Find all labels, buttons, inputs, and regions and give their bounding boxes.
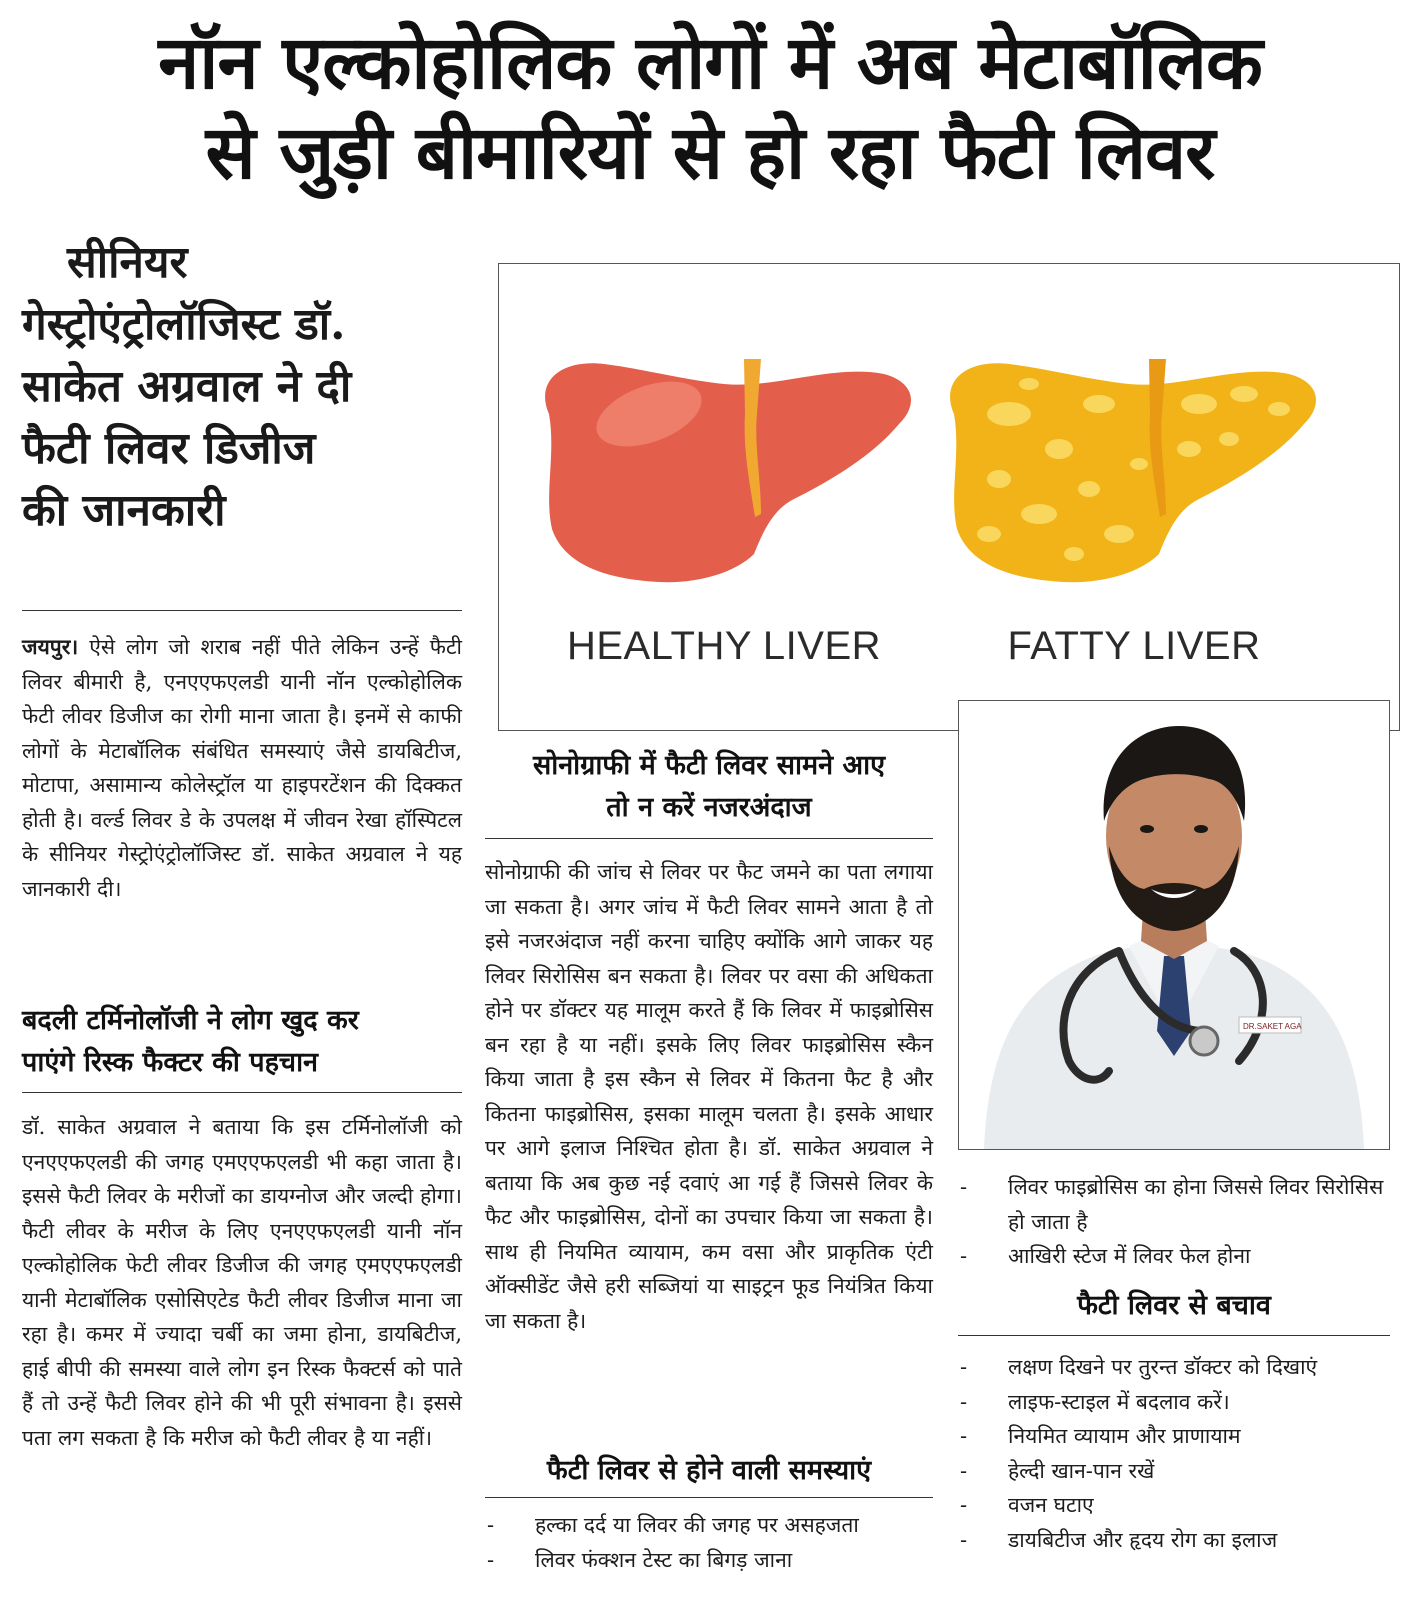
bullet-dash: - [960,1244,968,1268]
dateline: जयपुर। [22,634,79,659]
problem-item [958,1239,1390,1274]
section2-paragraph: सोनोग्राफी की जांच से लिवर पर फैट जमने का पता लगाया जा सकता है। अगर जांच में फैटी लिवर सामने आता है तो इसे नजरअंदाज नहीं करना चाहिए क्योंकि आगे जाकर यह लिवर सिरोसिस बन सकता है। लिवर पर वसा की अधिकता होने पर डॉक्टर यह मालूम करते हैं कि लिवर में फाइब्रोसिस बन रहा है या नहीं। इसके लिए लिवर फाइब्रोसिस स्कैन किया जाता है इस स्कैन से लिवर में कितना फैट है और कितना फाइब्रोसिस, इसका मालूम चलता है। इसके आधार पर आगे इलाज निश्चित होता है। डॉ. साकेत अग्रवाल ने बताया कि अब कुछ नई दवाएं आ गई हैं जिससे लिवर के फैट और फाइब्रोसिस, दोनों का उपचार किया जा सकता है। साथ ही नियमित व्यायाम, कम वसा और प्राकृतिक एंटी ऑक्सीडेंट जैसे हरी सब्जियां या साइट्रन फूड नियंत्रित किया जा सकता है। [485,860,933,1333]
prevention-text: हेल्दी खान-पान रखें [1008,1458,1155,1483]
bullet-dash: - [960,1389,968,1414]
problem-text: लिवर फंक्शन टेस्ट का बिगड़ जाना [535,1547,793,1572]
bullet-dash: - [487,1513,495,1537]
problems-list-a [485,1508,933,1577]
prevention-item [958,1385,1390,1420]
deck [22,232,462,542]
bullet-dash: - [960,1458,968,1483]
bullet-dash: - [960,1355,968,1379]
healthy-liver-label: HEALTHY LIVER [566,624,882,668]
headline [0,18,1420,198]
healthy-liver-shape [545,363,911,582]
headline-line-2: से जुड़ी बीमारियों से हो रहा फैटी लिवर [205,110,1215,196]
prevention-item [958,1454,1390,1489]
bullet-dash: - [487,1547,495,1572]
bullet-dash: - [960,1493,968,1517]
prevention-divider [958,1335,1390,1336]
prevention-text: लक्षण दिखने पर तुरन्त डॉक्टर को दिखाएं [1008,1355,1318,1379]
intro-paragraph [22,630,462,906]
section2-heading-line-1: सोनोग्राफी में फैटी लिवर सामने आए [532,750,886,781]
section2-heading-line-2: तो न करें नजरअंदाज [606,792,812,823]
bullet-dash: - [960,1424,968,1448]
deck-line-5: की जानकारी [22,485,226,536]
problems-list-b [958,1170,1390,1274]
deck-line-2: गेस्ट्रोएंट्रोलॉजिस्ट डॉ. [22,299,346,350]
intro-text: ऐसे लोग जो शराब नहीं पीते लेकिन उन्हें फैटी लिवर बीमारी है, एनएएफएलडी यानी नॉन एल्कोहोलिक फेटी लीवर डिजीज का रोगी माना जाता है। इनमें से काफी लोगों के मेटाबॉलिक संबंधित समस्याएं जैसे डायबिटीज, मोटापा, असामान्य कोलेस्ट्रॉल या हाइपरटेंशन की दिक्कत होती है। वर्ल्ड लिवर डे के उपलक्ष में जीवन रेखा हॉस्पिटल के सीनियर गेस्ट्रोएंट्रोलॉजिस्ट डॉ. साकेत अग्रवाल ने यह जानकारी दी। [22,635,462,901]
headline-line-1: नॉन एल्कोहोलिक लोगों में अब मेटाबॉलिक [158,20,1262,106]
right-eye [1194,825,1208,833]
prevention-text: डायबिटीज और हृदय रोग का इलाज [1008,1527,1278,1552]
problem-text: आखिरी स्टेज में लिवर फेल होना [1008,1244,1251,1268]
section1-divider [22,1092,462,1093]
bullet-dash: - [960,1175,968,1199]
section2-divider [485,838,933,839]
section1-heading-line-1: बदली टर्मिनोलॉजी ने लोग खुद कर [22,1005,359,1036]
fatty-liver-label: FATTY LIVER [1007,624,1261,668]
prevention-item [958,1350,1390,1385]
left-eye [1140,825,1154,833]
prevention-heading: फैटी लिवर से बचाव [1077,1290,1271,1321]
prevention-item [958,1523,1390,1558]
healthy-liver-graphic [545,359,911,582]
prevention-item [958,1419,1390,1454]
prevention-item [958,1488,1390,1523]
problem-item [485,1508,933,1543]
name-badge-text: DR.SAKET AGA [1243,1022,1302,1031]
deck-line-3: साकेत अग्रवाल ने दी [22,361,352,412]
deck-line-4: फैटी लिवर डिजीज [22,423,316,474]
problem-item [485,1543,933,1578]
deck-divider [22,610,462,611]
doctor-photo [958,700,1390,1150]
section1-heading-line-2: पाएंगे रिस्क फैक्टर की पहचान [22,1047,319,1078]
prevention-list [958,1350,1390,1557]
problem-text: लिवर फाइब्रोसिस का होना जिससे लिवर सिरोसिस हो जाता है [1008,1175,1384,1234]
prevention-text: नियमित व्यायाम और प्राणायाम [1008,1424,1241,1448]
problems-heading: फैटी लिवर से होने वाली समस्याएं [546,1455,872,1486]
section1-heading [22,1000,462,1084]
liver-comparison-image [498,263,1400,731]
deck-line-1: सीनियर [67,237,188,288]
fatty-liver-graphic [950,359,1316,582]
problem-item [958,1170,1390,1239]
section1-paragraph: डॉ. साकेत अग्रवाल ने बताया कि इस टर्मिनोलॉजी को एनएएफएलडी की जगह एमएएफएलडी भी कहा जाता है। इससे फैटी लिवर के मरीजों का डायग्नोज और जल्दी होगा। फैटी लीवर के मरीज के लिए एनएएफएलडी यानी नॉन एल्कोहोलिक फेटी लीवर डिजीज की जगह एमएएफएलडी यानी मेटाबॉलिक एसोसिएटेड फैटी लीवर डिजीज माना जा रहा है। कमर में ज्यादा चर्बी का जमा होना, डायबिटीज, हाई बीपी की समस्या वाले लोग इन रिस्क फैक्टर्स को पाते हैं तो उन्हें फैटी लिवर होने की भी पूरी संभावना है। इससे पता लग सकता है कि मरीज को फैटी लीवर है या नहीं। [22,1115,462,1450]
problem-text: हल्का दर्द या लिवर की जगह पर असहजता [535,1513,859,1537]
stethoscope-chestpiece [1190,1027,1218,1055]
problems-divider [485,1497,933,1498]
doctor-portrait [959,701,1389,1149]
section2-heading [485,745,933,829]
prevention-text: वजन घटाए [1008,1493,1094,1517]
prevention-text: लाइफ-स्टाइल में बदलाव करें। [1008,1389,1230,1414]
bullet-dash: - [960,1527,968,1552]
